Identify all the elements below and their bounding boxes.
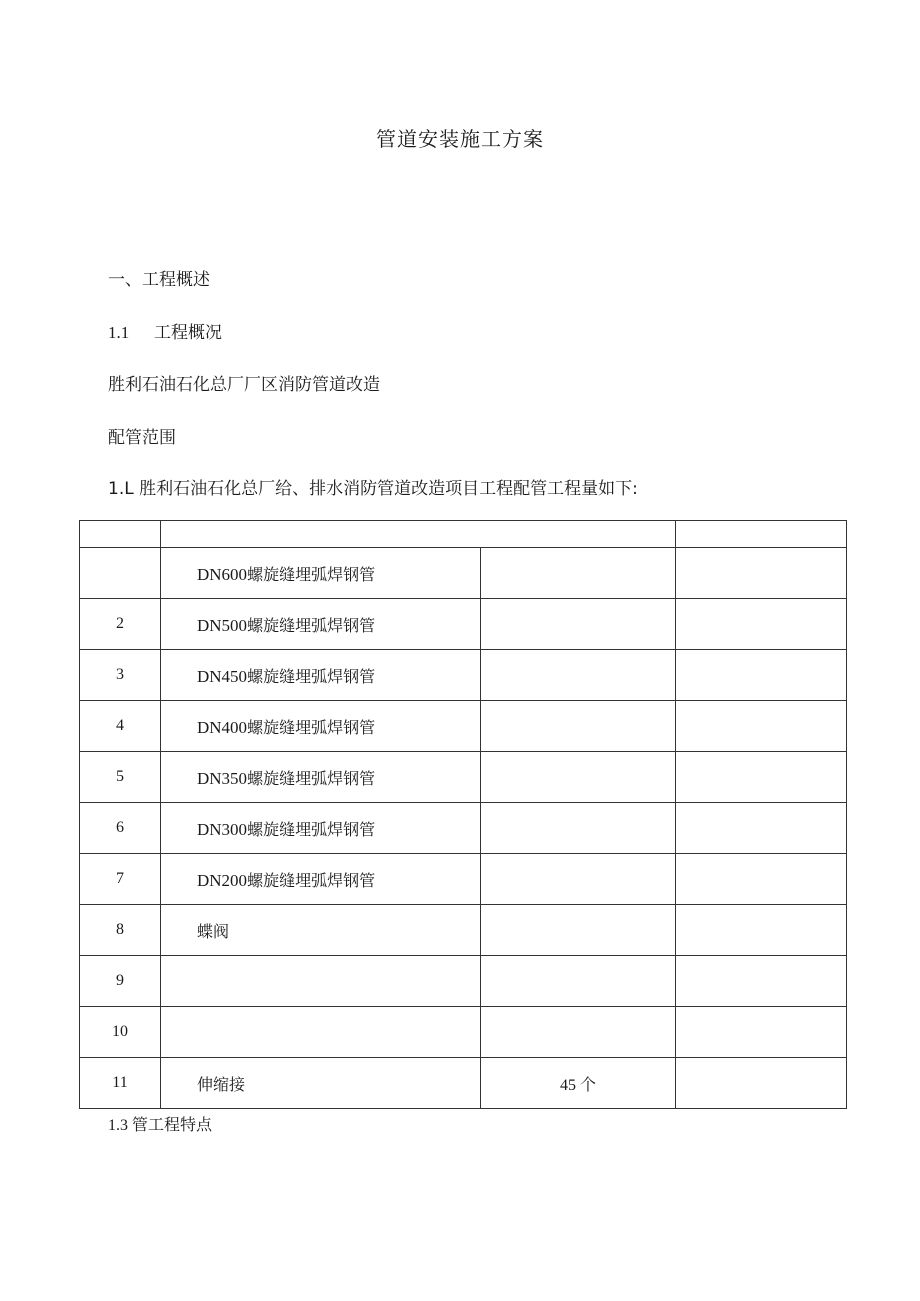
item-name (161, 1007, 481, 1058)
table-row (80, 599, 847, 650)
row-number: 7 (80, 854, 161, 905)
item-remark (676, 854, 847, 905)
quantity-table (79, 520, 847, 1109)
item-label: 螺旋缝埋弧焊钢管 (247, 870, 376, 890)
item-label: 蝶阀 (197, 921, 230, 941)
item-quantity: 45 个 (481, 1058, 676, 1109)
item-name (161, 599, 481, 650)
section-label: 工程概况 (154, 323, 222, 343)
table-row (80, 956, 847, 1007)
section-heading-1-1 (108, 318, 222, 343)
item-spec: DN200 (197, 870, 248, 890)
header-cell (161, 521, 676, 548)
item-remark (676, 1058, 847, 1109)
item-label: 螺旋缝埋弧焊钢管 (247, 717, 376, 737)
item-name (161, 1058, 481, 1109)
table-row (80, 650, 847, 701)
table-row (80, 548, 847, 599)
item-remark (676, 548, 847, 599)
table-row (80, 1007, 847, 1058)
row-number: 2 (80, 599, 161, 650)
item-spec: DN300 (197, 819, 248, 839)
row-number: 4 (80, 701, 161, 752)
item-name (161, 548, 481, 599)
row-number (80, 548, 161, 599)
item-name (161, 854, 481, 905)
item-quantity (481, 803, 676, 854)
item-name (161, 905, 481, 956)
item-remark (676, 905, 847, 956)
item-name (161, 752, 481, 803)
table-row (80, 1058, 847, 1109)
item-quantity (481, 956, 676, 1007)
row-number: 5 (80, 752, 161, 803)
item-remark (676, 599, 847, 650)
item-label: 螺旋缝埋弧焊钢管 (247, 819, 376, 839)
row-number: 11 (80, 1058, 161, 1109)
project-name: 胜利石油石化总厂厂区消防管道改造 (108, 375, 380, 395)
item-remark (676, 956, 847, 1007)
page-title: 管道安装施工方案 (376, 127, 544, 151)
section-number: 1.1 (108, 323, 130, 342)
row-number: 9 (80, 956, 161, 1007)
table-row (80, 803, 847, 854)
item-spec: DN350 (197, 768, 248, 788)
item-label: 螺旋缝埋弧焊钢管 (247, 666, 376, 686)
table-row (80, 701, 847, 752)
item-quantity (481, 701, 676, 752)
item-remark (676, 752, 847, 803)
table-row (80, 905, 847, 956)
item-name (161, 956, 481, 1007)
item-name (161, 803, 481, 854)
quantity-intro: 1.L 胜利石油石化总厂给、排水消防管道改造项目工程配管工程量如下: (108, 479, 638, 499)
row-number: 3 (80, 650, 161, 701)
item-quantity (481, 752, 676, 803)
header-cell (80, 521, 161, 548)
row-number: 8 (80, 905, 161, 956)
item-quantity (481, 650, 676, 701)
item-spec: DN600 (197, 564, 248, 584)
section-heading-overview: 一、工程概述 (108, 270, 210, 290)
item-name (161, 650, 481, 701)
item-remark (676, 701, 847, 752)
item-quantity (481, 854, 676, 905)
header-cell (676, 521, 847, 548)
item-quantity (481, 1007, 676, 1058)
item-quantity (481, 905, 676, 956)
item-spec: DN450 (197, 666, 248, 686)
item-spec: DN500 (197, 615, 248, 635)
item-quantity (481, 599, 676, 650)
item-label: 螺旋缝埋弧焊钢管 (247, 615, 376, 635)
table-row (80, 752, 847, 803)
item-name (161, 701, 481, 752)
item-remark (676, 1007, 847, 1058)
item-label: 伸缩接 (197, 1074, 246, 1094)
item-quantity (481, 548, 676, 599)
item-remark (676, 803, 847, 854)
item-label: 螺旋缝埋弧焊钢管 (247, 768, 376, 788)
row-number: 6 (80, 803, 161, 854)
item-spec: DN400 (197, 717, 248, 737)
item-remark (676, 650, 847, 701)
table-row (80, 854, 847, 905)
table-header-row (80, 521, 847, 548)
scope-heading: 配管范围 (108, 428, 176, 448)
item-label: 螺旋缝埋弧焊钢管 (247, 564, 376, 584)
section-heading-1-3: 1.3 管工程特点 (108, 1117, 213, 1134)
row-number: 10 (80, 1007, 161, 1058)
